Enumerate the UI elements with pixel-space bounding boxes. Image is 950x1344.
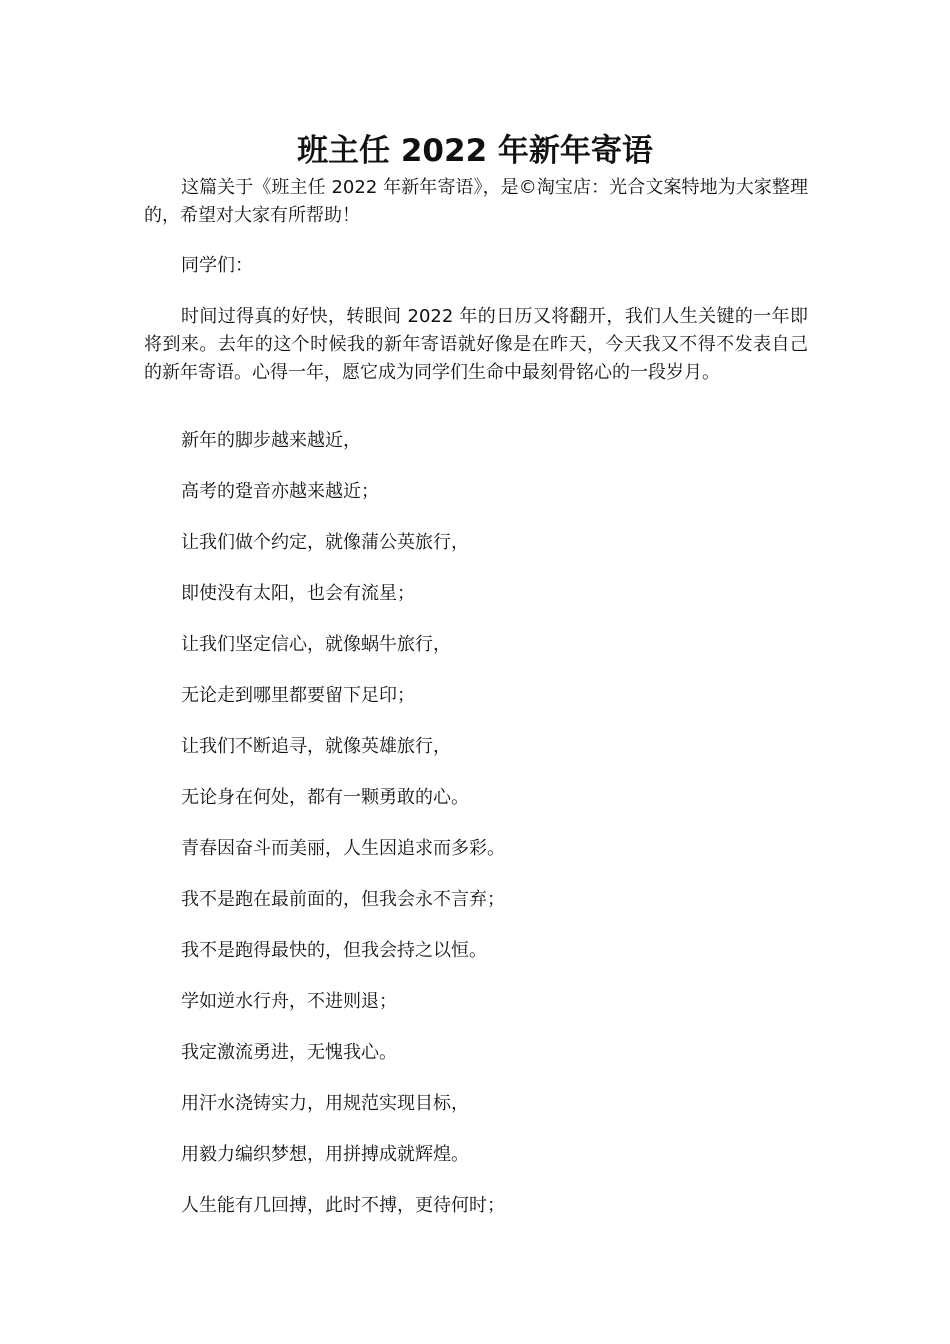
poem-line: 让我们不断追寻，就像英雄旅行， xyxy=(181,736,451,757)
poem-line: 青春因奋斗而美丽，人生因追求而多彩。 xyxy=(181,838,505,859)
greeting: 同学们： xyxy=(181,255,253,276)
poem-line: 新年的脚步越来越近， xyxy=(181,430,361,451)
poem-line: 即使没有太阳，也会有流星； xyxy=(181,583,415,604)
poem-line: 高考的跫音亦越来越近； xyxy=(181,481,379,502)
poem-line: 无论身在何处，都有一颗勇敢的心。 xyxy=(181,787,469,808)
intro-paragraph: 这篇关于《班主任 2022 年新年寄语》，是©淘宝店：光合文案特地为大家整理的，希望对大家有所帮助！ xyxy=(144,177,808,226)
document-body xyxy=(144,174,808,410)
poem-line: 用汗水浇铸实力，用规范实现目标， xyxy=(181,1093,469,1114)
body-paragraph: 时间过得真的好快，转眼间 2022 年的日历又将翻开，我们人生关键的一年即将到来。去年的这个时候我的新年寄语就好像是在昨天，今天我又不得不发表自己的新年寄语。心得一年，愿它成为同学们生命中最刻骨铭心的一段岁月。 xyxy=(144,306,808,383)
poem-line: 人生能有几回搏，此时不搏，更待何时； xyxy=(181,1195,505,1216)
poem-line: 学如逆水行舟，不进则退； xyxy=(181,991,397,1012)
poem-block xyxy=(181,427,821,1243)
document-title: 班主任 2022 年新年寄语 xyxy=(297,133,653,169)
poem-line: 让我们做个约定，就像蒲公英旅行， xyxy=(181,532,469,553)
poem-line: 我定激流勇进，无愧我心。 xyxy=(181,1042,397,1063)
poem-line: 我不是跑得最快的，但我会持之以恒。 xyxy=(181,940,487,961)
poem-line: 让我们坚定信心，就像蜗牛旅行， xyxy=(181,634,451,655)
poem-line: 无论走到哪里都要留下足印； xyxy=(181,685,415,706)
poem-line: 我不是跑在最前面的，但我会永不言弃； xyxy=(181,889,505,910)
poem-line: 用毅力编织梦想，用拼搏成就辉煌。 xyxy=(181,1144,469,1165)
